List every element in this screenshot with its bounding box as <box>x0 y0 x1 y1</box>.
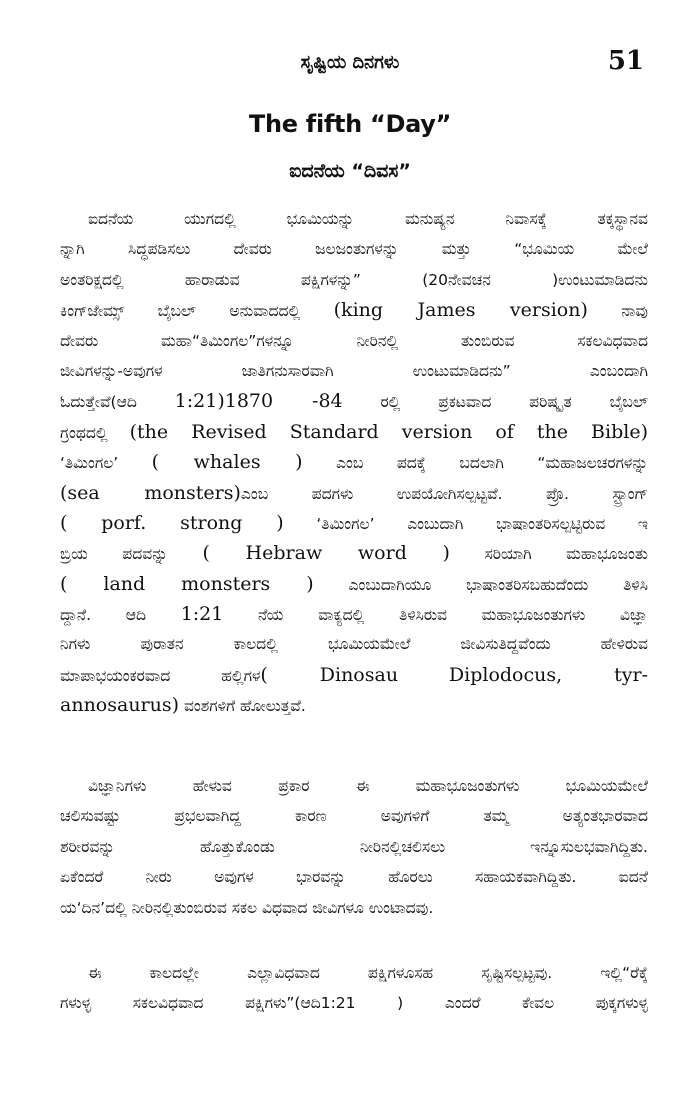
text-line: annosaurus) ವಂಶಗಳಿಗೆ ಹೋಲುತ್ತವೆ. <box>60 694 306 717</box>
text-line: ಓದುತ್ತೇವೆ(ಆದಿ 1:21)1870 -84 ರಲ್ಲಿ ಪ್ರಕಟವಾದ ಪರಿಷ್ಕೃತ ಬೈಬಲ್ <box>60 390 648 413</box>
text-line: ಐದನೆಯ ಯುಗದಲ್ಲಿ ಭೂಮಿಯನ್ನು ಮನುಷ್ಯನ ನಿವಾಸಕ್ಕೆ ತಕ್ಕಸ್ಥಾನವ <box>88 210 648 228</box>
text-line: (sea monsters)ಎಂಬ ಪದಗಳು ಉಪಯೋಗಿಸಲ್ಪಟ್ಟವೆ. ಪ್ರೊ. ಸ್ಟ್ರಾಂಗ್ <box>60 481 648 504</box>
text-line: ಗಳುಳ್ಳ ಸಕಲವಿಧವಾದ ಪಕ್ಷಿಗಳು”(ಆದಿ1:21 ) ಎಂದರೆ ಕೇವಲ ಪುಕ್ಕಗಳುಳ್ಳ <box>60 994 648 1013</box>
text-line: ಏಕೆಂದರೆ ನೀರು ಅವುಗಳ ಭಾರವನ್ನು ಹೊರಲು ಸಹಾಯಕವಾಗಿದ್ದಿತು. ಐದನೆ <box>60 868 648 887</box>
paragraph-2 <box>60 771 648 923</box>
text-line: ಯ‘ದಿನ’ದಲ್ಲಿ ನೀರಿನಲ್ಲಿತುಂಬಿರುವ ಸಕಲ ವಿಧವಾದ ಜೀವಿಗಳೂ ಉಂಟಾದವು. <box>60 898 434 917</box>
text-line: ನಿಗಳು ಪುರಾತನ ಕಾಲದಲ್ಲಿ ಭೂಮಿಯಮೇಲೆ ಜೀವಿಸುತಿದ್ದವೆಂದು ಹೇಳಿರುವ <box>60 635 648 654</box>
chapter-heading-kannada: ಐದನೆಯ “ದಿವಸ” <box>289 160 411 182</box>
text-line: ದ್ದಾನೆ. ಆದಿ 1:21 ನೆಯ ವಾಕ್ಯದಲ್ಲಿ ತಿಳಿಸಿರುವ ಮಹಾಭೂಜಂತುಗಳು ವಿಜ್ಞಾ <box>60 603 648 626</box>
paragraph-1 <box>60 204 648 721</box>
text-line: ವಿಜ್ಞಾನಿಗಳು ಹೇಳುವ ಪ್ರಕಾರ ಈ ಮಹಾಭೂಜಂತುಗಳು ಭೂಮಿಯಮೇಲೆ <box>88 777 648 795</box>
text-line: ಜೀವಿಗಳನ್ನು-ಅವುಗಳ ಜಾತಿಗನುಸಾರವಾಗಿ ಉಂಟುಮಾಡಿದನು” ಎಂಬಂದಾಗಿ <box>60 361 648 380</box>
text-line: ಕಿಂಗ್‌ಜೇಮ್ಸ್ ಬೈಬಲ್ ಅನುವಾದದಲ್ಲಿ (king James version) ನಾವು <box>60 299 648 322</box>
page-number: 51 <box>607 46 644 76</box>
text-line: ಚಲಿಸುವಷ್ಟು ಪ್ರಭಲವಾಗಿದ್ದ ಕಾರಣ ಅವುಗಳಿಗೆ ತಮ್ಮ ಅತ್ಯಂತಭಾರವಾದ <box>60 807 648 826</box>
text-line: ( land monsters ) ಎಂಬುದಾಗಿಯೂ ಭಾಷಾಂತರಿಸಬಹುದೆಂದು ತಿಳಿಸಿ <box>60 572 648 595</box>
text-line: ಗ್ರಂಥದಲ್ಲಿ (the Revised Standard version of the Bible) <box>60 420 648 443</box>
paragraph-3 <box>60 958 648 1019</box>
text-line: ಮಾಪಾಭಯಂಕರವಾದ ಹಲ್ಲಿಗಳ( Dinosau Diplodocus, tyr- <box>60 663 648 686</box>
text-line: ‘ತಿಮಿಂಗಲ’ ( whales ) ಎಂಬ ಪದಕ್ಕೆ ಬದಲಾಗಿ “ಮಹಾಜಲಚರಗಳನ್ನು <box>60 451 648 474</box>
chapter-heading-english: The fifth “Day” <box>248 110 452 138</box>
text-line: ( porf. strong ) ‘ತಿಮಿಂಗಲ’ ಎಂಬುದಾಗಿ ಭಾಷಾಂತರಿಸಲ್ಪಟ್ಟಿರುವ ಇ <box>60 511 648 534</box>
text-line: ನ್ನಾಗಿ ಸಿದ್ಧಪಡಿಸಲು ದೇವರು ಜಲಜಂತುಗಳನ್ನು ಮತ್ತು “ಭೂಮಿಯ ಮೇಲೆ <box>60 240 648 259</box>
text-line: ಬ್ರಿಯ ಪದವನ್ನು ( Hebraw word ) ಸರಿಯಾಗಿ ಮಹಾಭೂಜಂತು <box>60 542 648 565</box>
text-line: ದೇವರು ಮಹಾ“ತಿಮಿಂಗಲ”ಗಳನ್ನೂ ನೀರಿನಲ್ಲಿ ತುಂಬಿರುವ ಸಕಲವಿಧವಾದ <box>60 331 648 350</box>
text-line: ಈ ಕಾಲದಲ್ಲೇ ಎಲ್ಲಾವಿಧವಾದ ಪಕ್ಷಿಗಳೂಸಹ ಸೃಷ್ಟಿಸಲ್ಪಟ್ಟವು. ಇಲ್ಲಿ“ರೆಕ್ಕೆ <box>88 964 648 982</box>
running-head: ಸೃಷ್ಟಿಯ ದಿನಗಳು <box>300 52 400 73</box>
text-line: ಶರೀರವನ್ನು ಹೊತ್ತುಕೊಂಡು ನೀರಿನಲ್ಲಿಚಲಿಸಲು ಇನ್ನೂಸುಲಭವಾಗಿದ್ದಿತು. <box>60 837 648 856</box>
text-line: ಅಂತರಿಕ್ಷದಲ್ಲಿ ಹಾರಾಡುವ ಪಕ್ಷಿಗಳನ್ನು” (20ನೇವಚನ )ಉಂಟುಮಾಡಿದನು <box>60 270 648 289</box>
